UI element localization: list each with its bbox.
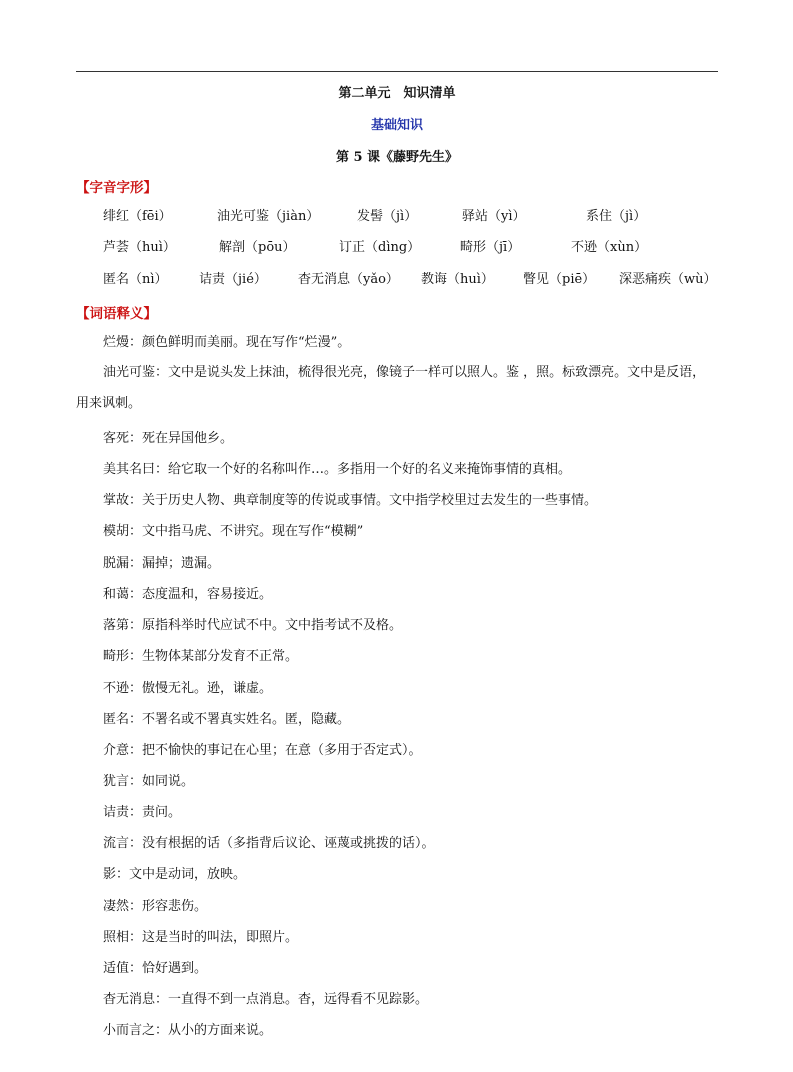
definition-entry: 介意：把不愉快的事记在心里；在意（多用于否定式）。: [103, 743, 422, 758]
pronunciation-item: 匿名（nì）: [103, 272, 168, 287]
lesson-title: 第 5 课《藤野先生》: [335, 150, 459, 165]
definition-entry: 脱漏：漏掉；遗漏。: [103, 556, 221, 571]
pronunciation-item: 杳无消息（yǎo）: [298, 272, 399, 287]
pronunciation-item: 深恶痛疾（wù）: [619, 272, 717, 287]
pronunciation-row: [0, 205, 793, 225]
definition-entry: 小而言之：从小的方面来说。: [103, 1023, 273, 1038]
pronunciation-item: 瞥见（piē）: [523, 272, 596, 287]
pronunciation-item: 订正（dìng）: [339, 240, 421, 255]
definition-entry: 凄然：形容悲伤。: [103, 899, 208, 914]
definition-entry: 流言：没有根据的话（多指背后议论、诬蔑或挑拨的话）。: [103, 836, 435, 851]
pronunciation-item: 芦荟（huì）: [103, 240, 176, 255]
pronunciation-item: 诘责（jié）: [199, 272, 267, 287]
vocabulary-heading: 【词语释义】: [76, 306, 157, 322]
pronunciation-item: 油光可鉴（jiàn）: [217, 209, 320, 224]
pronunciation-item: 解剖（pōu）: [219, 240, 296, 255]
pronunciation-item: 畸形（jī）: [460, 240, 521, 255]
definition-entry: 影：文中是动词，放映。: [103, 867, 247, 882]
pronunciation-item: 绯红（fēi）: [103, 209, 172, 224]
pronunciation-row: [0, 236, 793, 256]
definition-entry: 不逊：傲慢无礼。逊，谦虚。: [103, 681, 273, 696]
definition-entry: 模胡：文中指马虎、不讲究。现在写作“模糊”: [103, 524, 364, 539]
definition-entry: 烂熳：颜色鲜明而美丽。现在写作“烂漫”。: [103, 335, 351, 350]
pronunciation-item: 不逊（xùn）: [571, 240, 648, 255]
definition-entry: 适值：恰好遇到。: [103, 961, 208, 976]
definition-entry: 杳无消息：一直得不到一点消息。杳，远得看不见踪影。: [103, 992, 429, 1007]
pronunciation-heading: 【字音字形】: [76, 180, 157, 196]
definition-entry: 掌故：关于历史人物、典章制度等的传说或事情。文中指学校里过去发生的一些事情。: [103, 493, 598, 508]
definition-entry: 照相：这是当时的叫法，即照片。: [103, 930, 299, 945]
definition-entry: 诘责：责问。: [103, 805, 182, 820]
pronunciation-row: [0, 268, 793, 288]
header-rule: [76, 71, 718, 72]
pronunciation-item: 驿站（yì）: [462, 209, 526, 224]
definition-entry: 美其名曰：给它取一个好的名称叫作…。多指用一个好的名义来掩饰事情的真相。: [103, 462, 572, 477]
definition-entry: 犹言：如同说。: [103, 774, 195, 789]
pronunciation-item: 发髻（jì）: [357, 209, 418, 224]
definition-entry: 畸形：生物体某部分发育不正常。: [103, 649, 299, 664]
section-title: 基础知识: [370, 118, 423, 133]
definition-entry: 落第：原指科举时代应试不中。文中指考试不及格。: [103, 618, 403, 633]
definition-entry: 和蔼：态度温和，容易接近。: [103, 587, 273, 602]
unit-title: 第二单元 知识清单: [338, 86, 456, 101]
definition-entry: 匿名：不署名或不署真实姓名。匿，隐藏。: [103, 712, 351, 727]
definition-entry: 客死：死在异国他乡。: [103, 431, 234, 446]
pronunciation-item: 教诲（huì）: [421, 272, 494, 287]
pronunciation-item: 系住（jì）: [586, 209, 647, 224]
definition-entry: 油光可鉴：文中是说头发上抹油，梳得很光亮，像镜子一样可以照人。鉴 ，照。标致漂亮。文中是反语，用来讽刺。: [76, 365, 706, 411]
